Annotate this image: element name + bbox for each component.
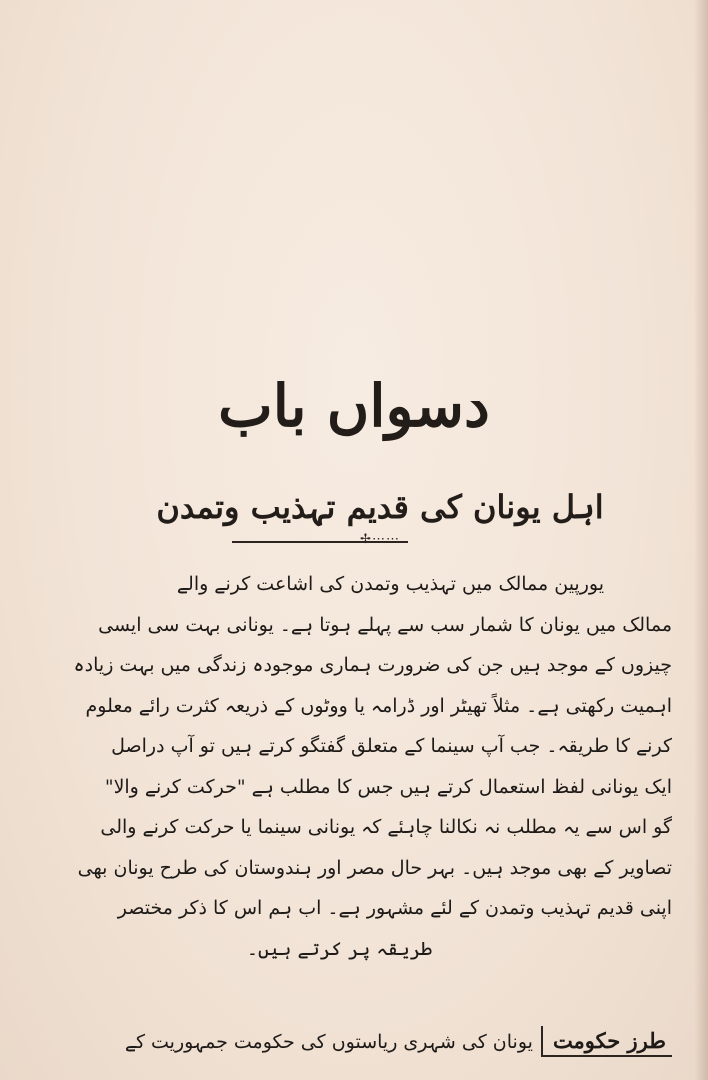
text-line: طریقہ پر کرتے ہیں۔ [246, 937, 432, 960]
page-edge-shadow [694, 0, 708, 1080]
text-line: اہمیت رکھتی ہے۔ مثلاً تھیٹر اور ڈرامہ یا ووٹوں کے ذریعہ کثرت رائے معلوم [85, 694, 672, 717]
margin-heading: طرز حکومت [541, 1026, 672, 1057]
text-line: ایک یونانی لفظ استعمال کرتے ہیں جس کا مطلب ہے "حرکت کرنے والا" [104, 775, 672, 798]
text-line: یورپین ممالک میں تہذیب وتمدن کی اشاعت کرنے والے [176, 573, 604, 595]
body-paragraph [54, 564, 672, 969]
text-line: اپنی قدیم تہذیب وتمدن کے لئے مشہور ہے۔ اب ہم اس کا ذکر مختصر [117, 897, 672, 919]
footer-text: یونان کی شہری ریاستوں کی حکومت جمہوریت کے [124, 1030, 533, 1053]
section-title: اہل یونان کی قدیم تہذیب وتمدن [156, 488, 604, 526]
text-line: تصاویر کے بھی موجد ہیں۔ بہر حال مصر اور ہندوستان کی طرح یونان بھی [77, 856, 672, 879]
text-line: کرنے کا طریقہ۔ جب آپ سینما کے متعلق گفتگو کرتے ہیں تو آپ دراصل [111, 735, 672, 757]
footer-line [54, 1026, 672, 1057]
text-line: ممالک میں یونان کا شمار سب سے پہلے ہوتا ہے۔ یونانی بہت سی ایسی [98, 613, 672, 636]
ornament-icon: ✢⋯⋯ [360, 532, 400, 547]
text-line: چیزوں کے موجد ہیں جن کی ضرورت ہماری موجودہ زندگی میں بہت زیادہ [73, 654, 672, 676]
text-line: گو اس سے یہ مطلب نہ نکالنا چاہئے کہ یونانی سینما یا حرکت کرنے والی [100, 816, 672, 838]
chapter-title: دسواں باب [218, 372, 490, 440]
